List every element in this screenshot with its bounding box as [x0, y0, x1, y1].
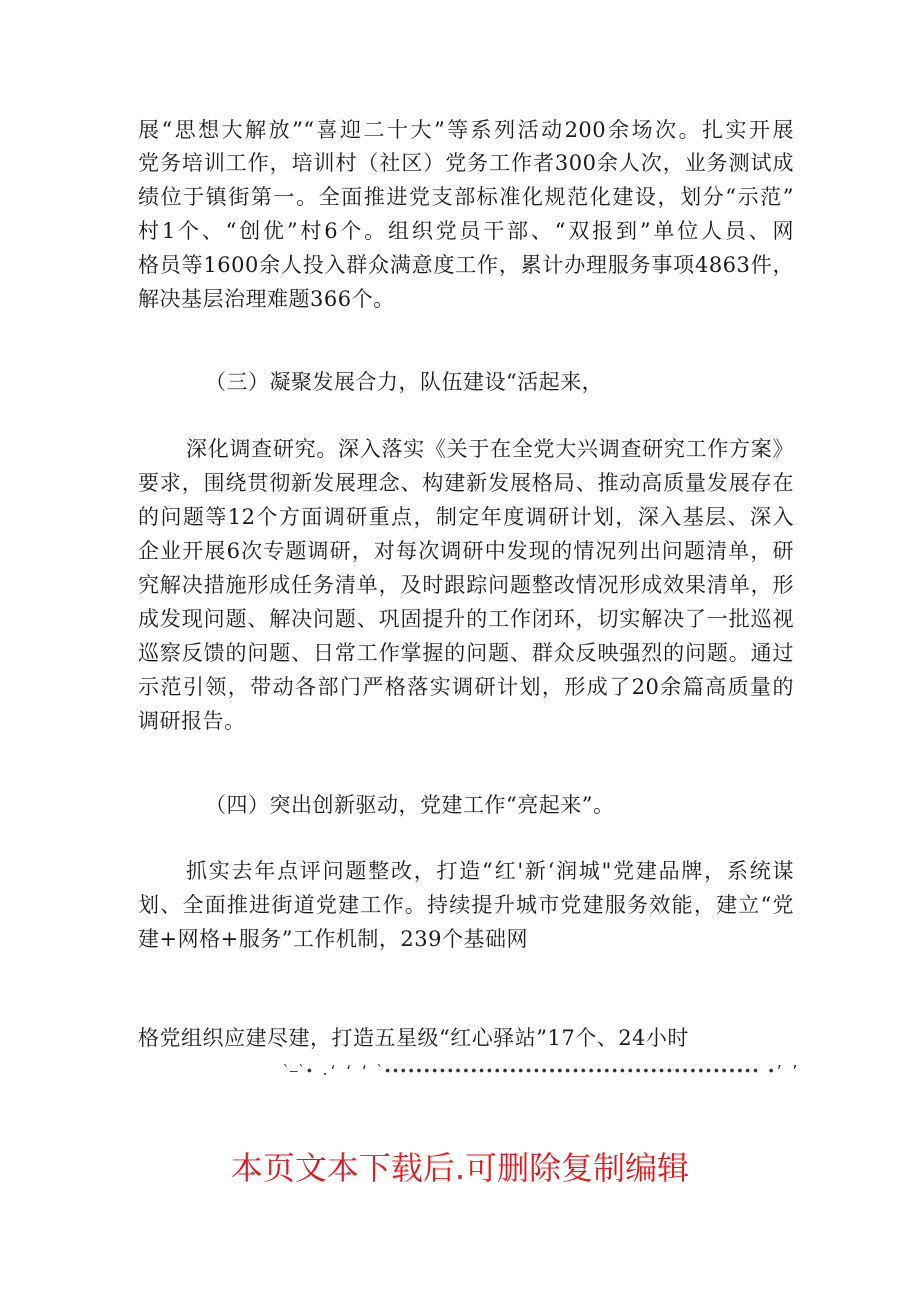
paragraph-line: 解决基层治理难题366个。	[138, 287, 395, 311]
paragraph-line: 要求，围绕贯彻新发展理念、构建新发展格局、推动高质量发展存在	[138, 471, 794, 495]
section-heading-4: （四）突出创新驱动，党建工作“亮起来”。	[205, 793, 615, 817]
section-heading-3: （三）凝聚发展合力，队伍建设“活起来，	[205, 370, 604, 394]
paragraph-line: 究解决措施形成任务清单，及时跟踪问题整改情况形成效果清单，形	[138, 573, 794, 597]
paragraph-line: 绩位于镇街第一。全面推进党支部标准化规范化建设，划分“示范”	[138, 185, 794, 209]
paragraph-line: 村1个、“创优”村6个。组织党员干部、“双报到”单位人员、网	[138, 219, 794, 243]
paragraph-line: 格党组织应建尽建，打造五星级“红心驿站”17个、24小时	[138, 1026, 689, 1050]
download-edit-notice: 本页文本下载后.可删除复制编辑	[230, 1149, 690, 1187]
paragraph-line: 党务培训工作，培训村（社区）党务工作者300余人次，业务测试成	[138, 151, 794, 175]
paragraph-line: 展“思想大解放”“喜迎二十大”等系列活动200余场次。扎实开展	[138, 118, 794, 142]
paragraph-line: 格员等1600余人投入群众满意度工作，累计办理服务事项4863件，	[138, 253, 794, 277]
paragraph-line: 建+网格+服务”工作机制，239个基础网	[138, 927, 529, 951]
paragraph-line: 巡察反馈的问题、日常工作掌握的问题、群众反映强烈的问题。通过	[138, 641, 794, 665]
paragraph-line: 调研报告。	[138, 709, 246, 733]
dotted-leader-artifact: `—`∙ .‘ ‘ ‘ `∙∙∙∙∙∙∙∙∙∙∙∙∙∙∙∙∙∙∙∙∙∙∙∙∙∙∙∙∙∙∙∙∙∙∙∙∙∙∙∙∙∙∙∙∙∙∙∙ ∙’ ’	[282, 1064, 799, 1079]
paragraph-line: 抓实去年点评问题整改，打造“红'新‘润城"党建品牌，系统谋	[186, 859, 794, 883]
paragraph-line: 成发现问题、解决问题、巩固提升的工作闭环，切实解决了一批巡视	[138, 607, 794, 631]
paragraph-line: 深化调查研究。深入落实《关于在全党大兴调查研究工作方案》	[186, 437, 794, 461]
paragraph-line: 示范引领，带动各部门严格落实调研计划，形成了20余篇高质量的	[138, 675, 794, 699]
paragraph-line: 划、全面推进街道党建工作。持续提升城市党建服务效能，建立“党	[138, 893, 794, 917]
paragraph-line: 企业开展6次专题调研，对每次调研中发现的情况列出问题清单，研	[138, 539, 794, 563]
paragraph-line: 的问题等12个方面调研重点，制定年度调研计划，深入基层、深入	[138, 505, 794, 529]
